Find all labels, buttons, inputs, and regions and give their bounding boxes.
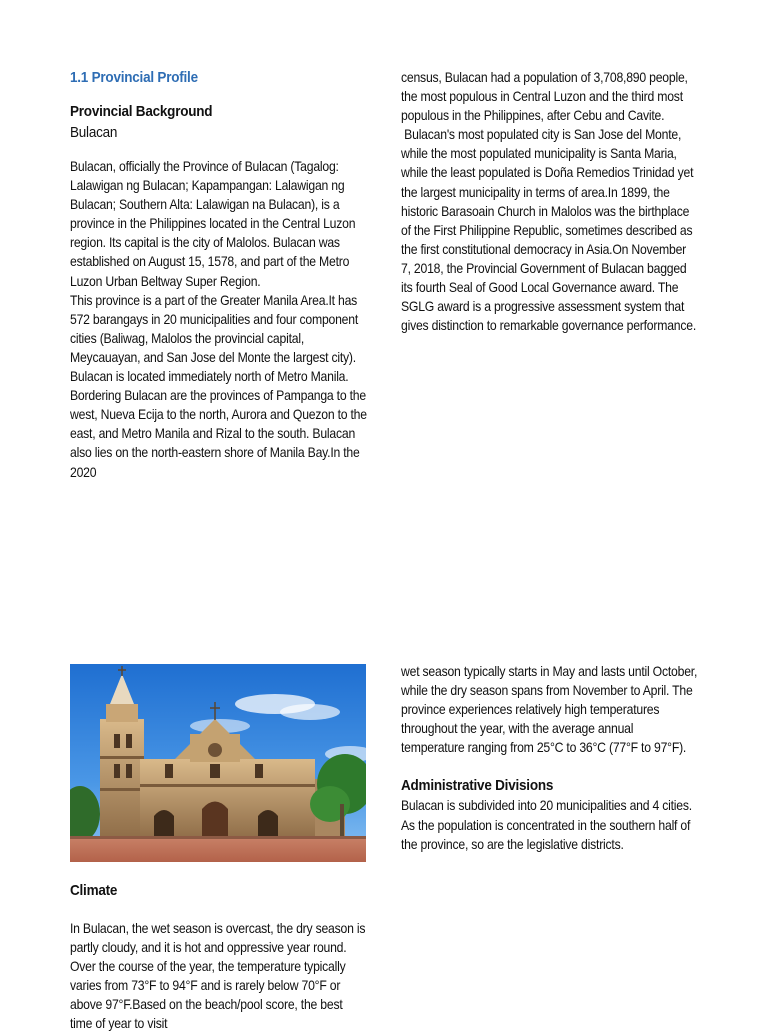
- provincial-profile-column: [70, 68, 367, 482]
- climate-column: [70, 881, 367, 1034]
- church-photo: [70, 664, 366, 862]
- population-paragraph: Bulacan's most populated city is San Jose del Monte, while the most populated municipality is Santa Maria, while the least populated is Doña Remedios Trinidad yet the largest municipality in terms of area.In 1899, the historic Barasoain Church in Malolos was the birthplace of the First Philippine Republic, sometimes described as the first constitutional democracy in Asia.On November 7, 2018, the Provincial Government of Bulacan bagged its fourth Seal of Good Local Governance award. The SGLG award is a progressive assessment system that gives distinction to remarkable governance performance.: [401, 127, 697, 334]
- climate-heading: Climate: [70, 882, 118, 899]
- census-paragraph: census, Bulacan had a population of 3,708,890 people, the most populous in Central Luzon and the third most populous in the Philippines, after Cebu and Cavite.: [401, 70, 688, 124]
- climate-continued-column: [401, 662, 698, 854]
- divisions-paragraph: Bulacan is subdivided into 20 municipalities and 4 cities. As the population is concentrated in the southern half of the province, so are the legislative districts.: [401, 798, 692, 852]
- provincial-background-heading: Provincial Background: [70, 103, 213, 120]
- section-title: 1.1 Provincial Profile: [70, 69, 198, 86]
- climate-paragraph: In Bulacan, the wet season is overcast, the dry season is partly cloudy, and it is hot and oppressive year round. Over the course of the year, the temperature typically varies from 73°F to 94°F and is rarely below 70°F or above 97°F.Based on the beach/pool score, the best time of year to visit: [70, 921, 366, 1032]
- background-paragraph-1: Bulacan, officially the Province of Bulacan (Tagalog: Lalawigan ng Bulacan; Kapampangan: Lalawigan ng Bulacan; Southern Alta: Lalawigan na Bulacan), is a province in the Philippines located in the Central Luzon region. Its capital is the city of Malolos. Bulacan was established on August 15, 1578, and part of the Metro Luzon Urban Beltway Super Region.: [70, 159, 356, 289]
- province-name: Bulacan: [70, 124, 118, 141]
- administrative-divisions-heading: Administrative Divisions: [401, 777, 554, 795]
- wet-season-paragraph: wet season typically starts in May and lasts until October, while the dry season spans from November to April. The province experiences relatively high temperatures throughout the year, with the average annual temperature ranging from 25°C to 36°C (77°F to 97°F).: [401, 664, 698, 756]
- profile-continued-column: [401, 68, 698, 335]
- background-paragraph-2: This province is a part of the Greater Manila Area.It has 572 barangays in 20 municipalities and four component cities (Baliwag, Malolos the provincial capital, Meycauayan, and San Jose del Monte the largest city). Bulacan is located immediately north of Metro Manila. Bordering Bulacan are the provinces of Pampanga to the west, Nueva Ecija to the north, Aurora and Quezon to the east, and Metro Manila and Rizal to the south. Bulacan also lies on the north-eastern shore of Manila Bay.In the 2020: [70, 292, 367, 480]
